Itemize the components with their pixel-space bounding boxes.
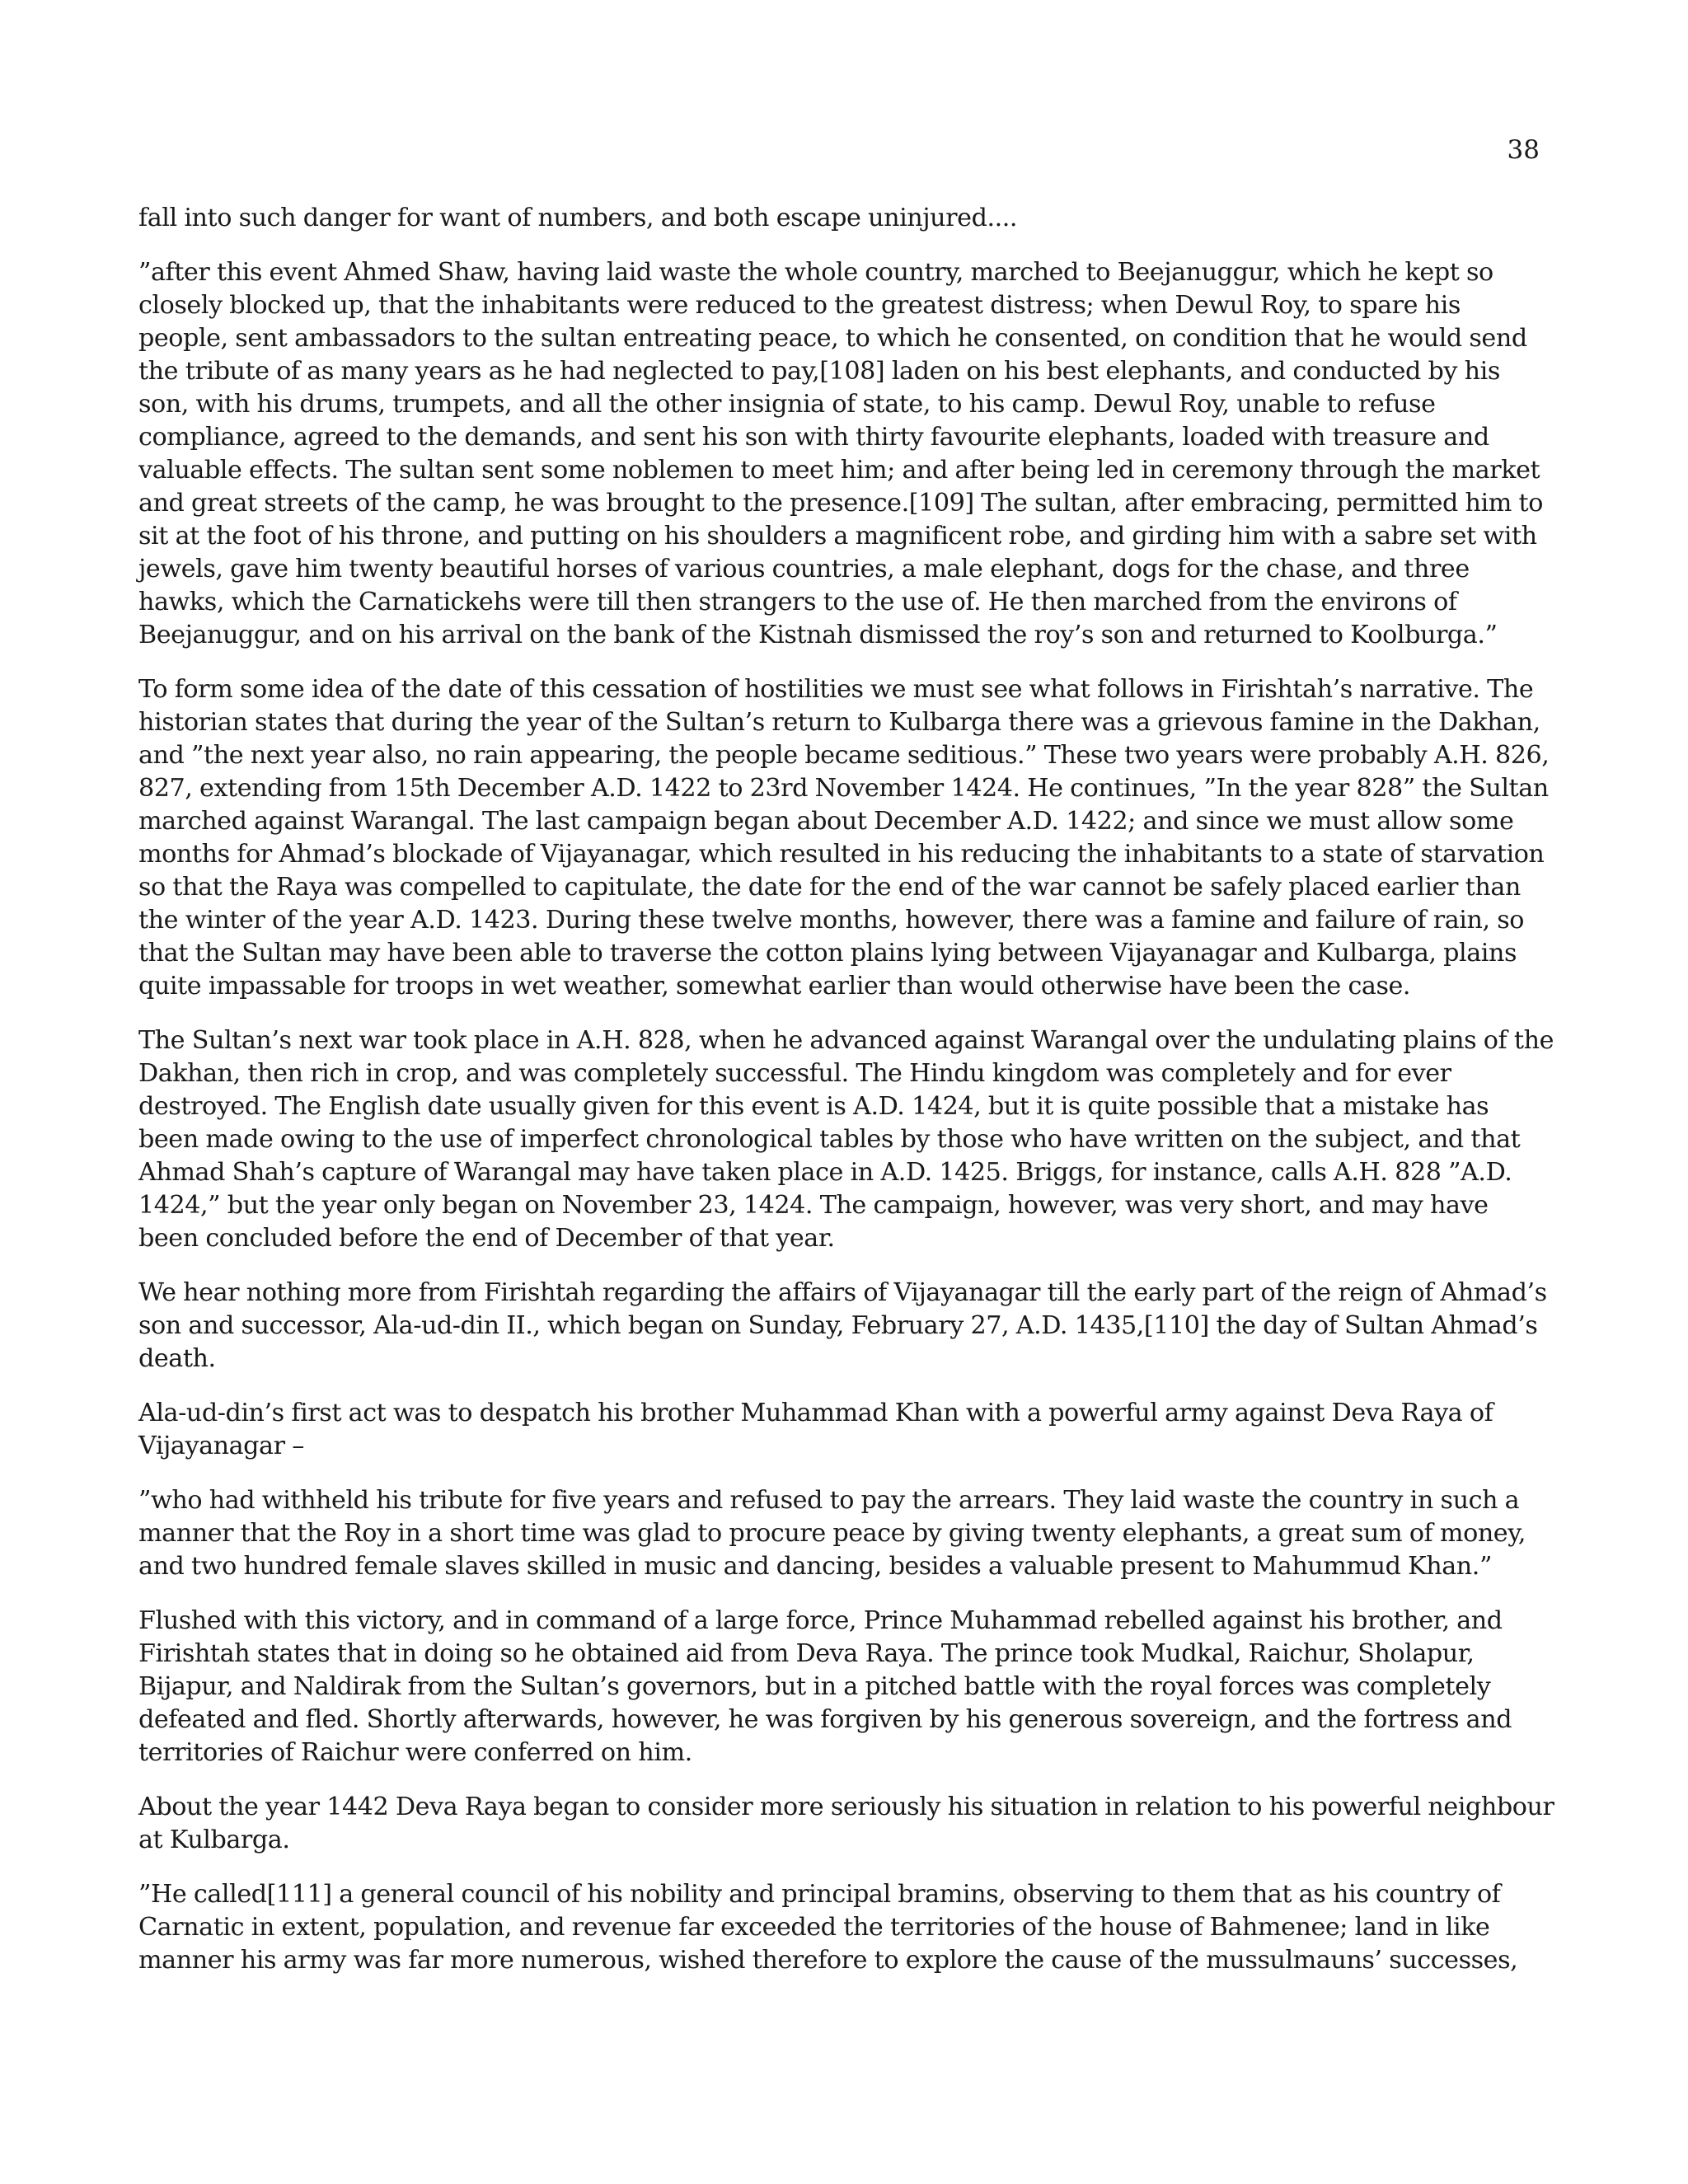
paragraph: ”who had withheld his tribute for five years and refused to pay the arrears. They laid waste the country in such a manner that the Roy in a short time was glad to procure peace by giving twenty elephants, a great sum of money, and two hundred female slaves skilled in music and dancing, besides a valuable present to Mahummud Khan.” [138,1486,1526,1581]
paragraph: fall into such danger for want of numbers, and both escape uninjured.... [138,204,1018,232]
paragraph: Flushed with this victory, and in command of a large force, Prince Muhammad rebelled against his brother, and Firishtah states that in doing so he obtained aid from Deva Raya. The prince took Mudkal, Raichur, Sholapur, Bijapur, and Naldirak from the Sultan’s governors, but in a pitched battle with the royal forces was completely defeated and fled. Shortly afterwards, however, he was forgiven by his generous sovereign, and the fortress and territories of Raichur were conferred on him. [138,1606,1512,1767]
page-number: 38 [1507,135,1540,165]
paragraph: ”after this event Ahmed Shaw, having laid waste the whole country, marched to Beejanuggur, which he kept so closely blocked up, that the inhabitants were reduced to the greatest distress; when Dewul Roy, to spare his people, sent ambassadors to the sultan entreating peace, to which he consented, on condition that he would send the tribute of as many years as he had neglected to pay,[108] laden on his best elephants, and conducted by his son, with his drums, trumpets, and all the other insignia of state, to his camp. Dewul Roy, unable to refuse compliance, agreed to the demands, and sent his son with thirty favourite elephants, loaded with treasure and valuable effects. The sultan sent some noblemen to meet him; and after being led in ceremony through the market and great streets of the camp, he was brought to the presence.[109] The sultan, after embracing, permitted him to sit at the foot of his throne, and putting on his shoulders a magnificent robe, and girding him with a sabre set with jewels, gave him twenty beautiful horses of various countries, a male elephant, dogs for the chase, and three hawks, which the Carnatickehs were till then strangers to the use of. He then marched from the environs of Beejanuggur, and on his arrival on the bank of the Kistnah dismissed the roy’s son and returned to Koolburga.” [138,258,1543,649]
paragraph: ”He called[111] a general council of his nobility and principal bramins, observing to them that as his country of Carnatic in extent, population, and revenue far exceeded the territories of the house of Bahmenee; land in like manner his army was far more numerous, wished therefore to explore the cause of the mussulmauns’ successes, [138,1880,1518,1975]
page-body [138,202,1554,1999]
paragraph: About the year 1442 Deva Raya began to consider more seriously his situation in relation to his powerful neighbour at Kulbarga. [138,1793,1554,1854]
paragraph: The Sultan’s next war took place in A.H. 828, when he advanced against Warangal over the undulating plains of the Dakhan, then rich in crop, and was completely successful. The Hindu kingdom was completely and for ever destroyed. The English date usually given for this event is A.D. 1424, but it is quite possible that a mistake has been made owing to the use of imperfect chronological tables by those who have written on the subject, and that Ahmad Shah’s capture of Warangal may have taken place in A.D. 1425. Briggs, for instance, calls A.H. 828 ”A.D. 1424,” but the year only began on November 23, 1424. The campaign, however, was very short, and may have been concluded before the end of December of that year. [138,1026,1554,1253]
paragraph: Ala-ud-din’s first act was to despatch his brother Muhammad Khan with a powerful army against Deva Raya of Vijayanagar – [138,1399,1493,1460]
paragraph: We hear nothing more from Firishtah regarding the affairs of Vijayanagar till the early part of the reign of Ahmad’s son and successor, Ala-ud-din II., which began on Sunday, February 27, A.D. 1435,[110] the day of Sultan Ahmad’s death. [138,1278,1547,1373]
paragraph: To form some idea of the date of this cessation of hostilities we must see what follows in Firishtah’s narrative. The historian states that during the year of the Sultan’s return to Kulbarga there was a grievous famine in the Dakhan, and ”the next year also, no rain appearing, the people became seditious.” These two years were probably A.H. 826, 827, extending from 15th December A.D. 1422 to 23rd November 1424. He continues, ”In the year 828” the Sultan marched against Warangal. The last campaign began about December A.D. 1422; and since we must allow some months for Ahmad’s blockade of Vijayanagar, which resulted in his reducing the inhabitants to a state of starvation so that the Raya was compelled to capitulate, the date for the end of the war cannot be safely placed earlier than the winter of the year A.D. 1423. During these twelve months, however, there was a famine and failure of rain, so that the Sultan may have been able to traverse the cotton plains lying between Vijayanagar and Kulbarga, plains quite impassable for troops in wet weather, somewhat earlier than would otherwise have been the case. [138,675,1550,1001]
